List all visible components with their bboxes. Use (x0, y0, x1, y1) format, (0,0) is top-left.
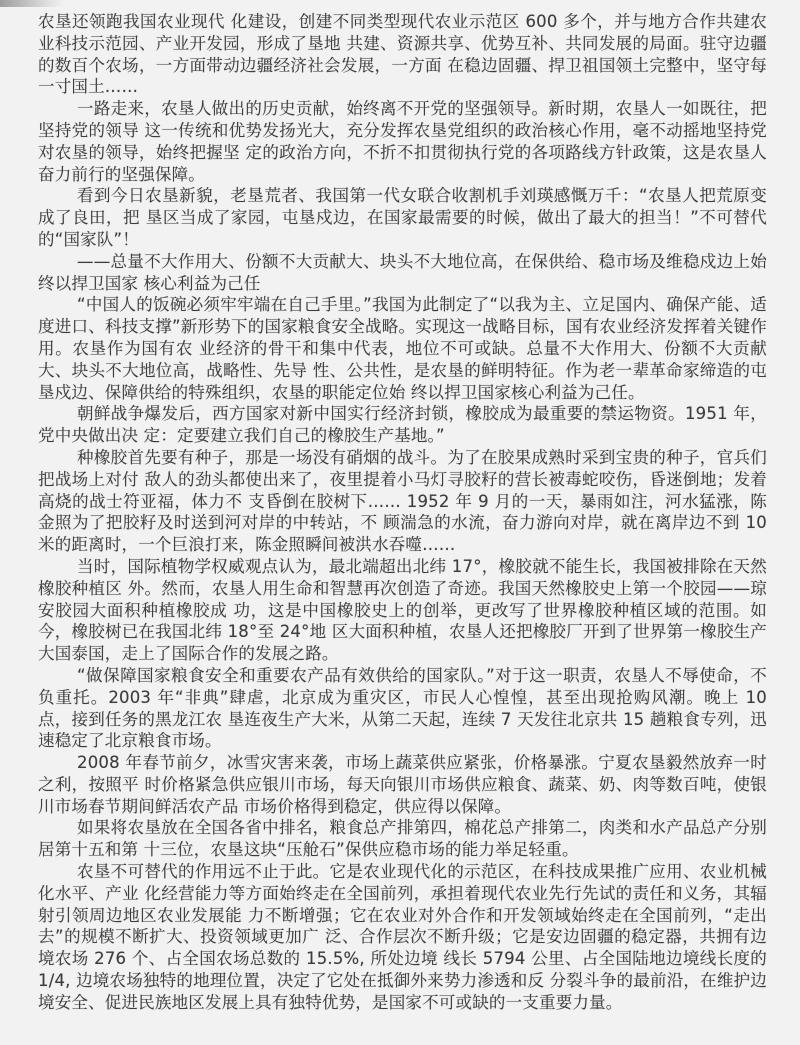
paragraph: 农垦还领跑我国农业现代 化建设，创建不同类型现代农业示范区 600 多个，并与地方合作共建农业科技示范园、产业开发园，形成了垦地 共建、资源共享、优势互补、共同发展的局面。驻守边疆的数百个农场，一方面带动边疆经济社会发展，一方面 在稳边固疆、捍卫祖国领土完整中，坚守每一寸国土…… (38, 12, 767, 97)
paragraph: “做保障国家粮食安全和重要农产品有效供给的国家队。”对于这一职责，农垦人不辱使命，不负重托。2003 年“非典”肆虐，北京成为重灾区，市民人心惶惶，甚至出现抢购风潮。晚上 10 点，接到任务的黑龙江农 垦连夜生产大米，从第二天起，连续 7 天发往北京共 15 趟粮食专列，迅速稳定了北京粮食市场。 (38, 665, 767, 751)
paragraph: 一路走来，农垦人做出的历史贡献，始终离不开党的坚强领导。新时期，农垦人一如既往，把坚持党的领导 这一传统和优势发扬光大，充分发挥农垦党组织的政治核心作用，毫不动摇地坚持党对农垦的领导，始终把握坚 定的政治方向，不折不扣贯彻执行党的各项路线方针政策，这是农垦人奋力前行的坚强保障。 (38, 99, 767, 184)
paragraph: ——总量不大作用大、份额不大贡献大、块头不大地位高，在保供给、稳市场及维稳戍边上始终以捍卫国家 核心利益为己任 (38, 251, 767, 293)
paragraph: 看到今日农垦新貌，老垦荒者、我国第一代女联合收割机手刘瑛感慨万千：“农垦人把荒原变成了良田，把 垦区当成了家园，屯垦戍边，在国家最需要的时候，做出了最大的担当！”不可替代的“国家队”！ (38, 186, 767, 249)
paragraph: 种橡胶首先要有种子，那是一场没有硝烟的战斗。为了在胶果成熟时采到宝贵的种子，官兵们把战场上对付 敌人的劲头都使出来了，夜里提着小马灯寻胶籽的营长被毒蛇咬伤，昏迷倒地；发着高烧的战士符亚福，体力不 支昏倒在胶树下…… 1952 年 9 月的一天，暴雨如注，河水猛涨，陈金照为了把胶籽及时送到河对岸的中转站，不 顾湍急的水流，奋力游向对岸，就在离岸边不到 10 米的距离时，一个巨浪打来，陈金照瞬间被洪水吞噬…… (38, 447, 767, 555)
paragraph: “中国人的饭碗必须牢牢端在自己手里。”我国为此制定了“以我为主、立足国内、确保产能、适度进口、科技支撑”新形势下的国家粮食安全战略。实现这一战略目标，国有农业经济发挥着关键作用。农垦作为国有农 业经济的骨干和集中代表，地位不可或缺。总量不大作用大、份额不大贡献大、块头不大地位高，战略性、先导 性、公共性，是农垦的鲜明特征。作为老一辈革命家缔造的屯垦戍边、保障供给的特殊组织，农垦的职能定位始 终以捍卫国家核心利益为己任。 (38, 295, 767, 402)
paragraph: 2008 年春节前夕，冰雪灾害来袭，市场上蔬菜供应紧张，价格暴涨。宁夏农垦毅然放弃一时之利，按照平 时价格紧急供应银川市场，每天向银川市场供应粮食、蔬菜、奶、肉等数百吨，使银川市场春节期间鲜活农产品 市场价格得到稳定，供应得以保障。 (38, 753, 767, 816)
paragraph: 朝鲜战争爆发后，西方国家对新中国实行经济封锁，橡胶成为最重要的禁运物资。1951 年，党中央做出决 定：定要建立我们自己的橡胶生产基地。” (38, 404, 767, 446)
paragraph: 当时，国际植物学权威观点认为，最北端超出北纬 17°，橡胶就不能生长，我国被排除在天然橡胶种植区 外。然而，农垦人用生命和智慧再次创造了奇迹。我国天然橡胶史上第一个胶园——琼安胶园大面积种植橡胶成 功，这是中国橡胶史上的创举，更改写了世界橡胶种植区域的范围。如今，橡胶树已在我国北纬 18°至 24°地 区大面积种植，农垦人还把橡胶厂开到了世界第一橡胶生产大国泰国，走上了国际合作的发展之路。 (38, 556, 767, 664)
paragraph: 如果将农垦放在全国各省中排名，粮食总产排第四，棉花总产排第二，肉类和水产品总产分别居第十五和第 十三位，农垦这块“压舱石”保供应稳市场的能力举足轻重。 (38, 818, 767, 860)
paragraph: 农垦不可替代的作用远不止于此。它是农业现代化的示范区，在科技成果推广应用、农业机械化水平、产业 化经营能力等方面始终走在全国前列，承担着现代农业先行先试的责任和义务，其辐射引领周边地区农业发展能 力不断增强；它在农业对外合作和开发领域始终走在全国前列，“走出去”的规模不断扩大、投资领域更加广 泛、合作层次不断升级；它是安边固疆的稳定器，共拥有边境农场 276 个、占全国农场总数的 15.5%, 所处边境 线长 5794 公里、占全国陆地边境线长度的 1/4, 边境农场独特的地理位置，决定了它处在抵御外来势力渗透和反 分裂斗争的最前沿，在维护边境安全、促进民族地区发展上具有独特优势，是国家不可或缺的一支重要力量。 (38, 862, 767, 1012)
